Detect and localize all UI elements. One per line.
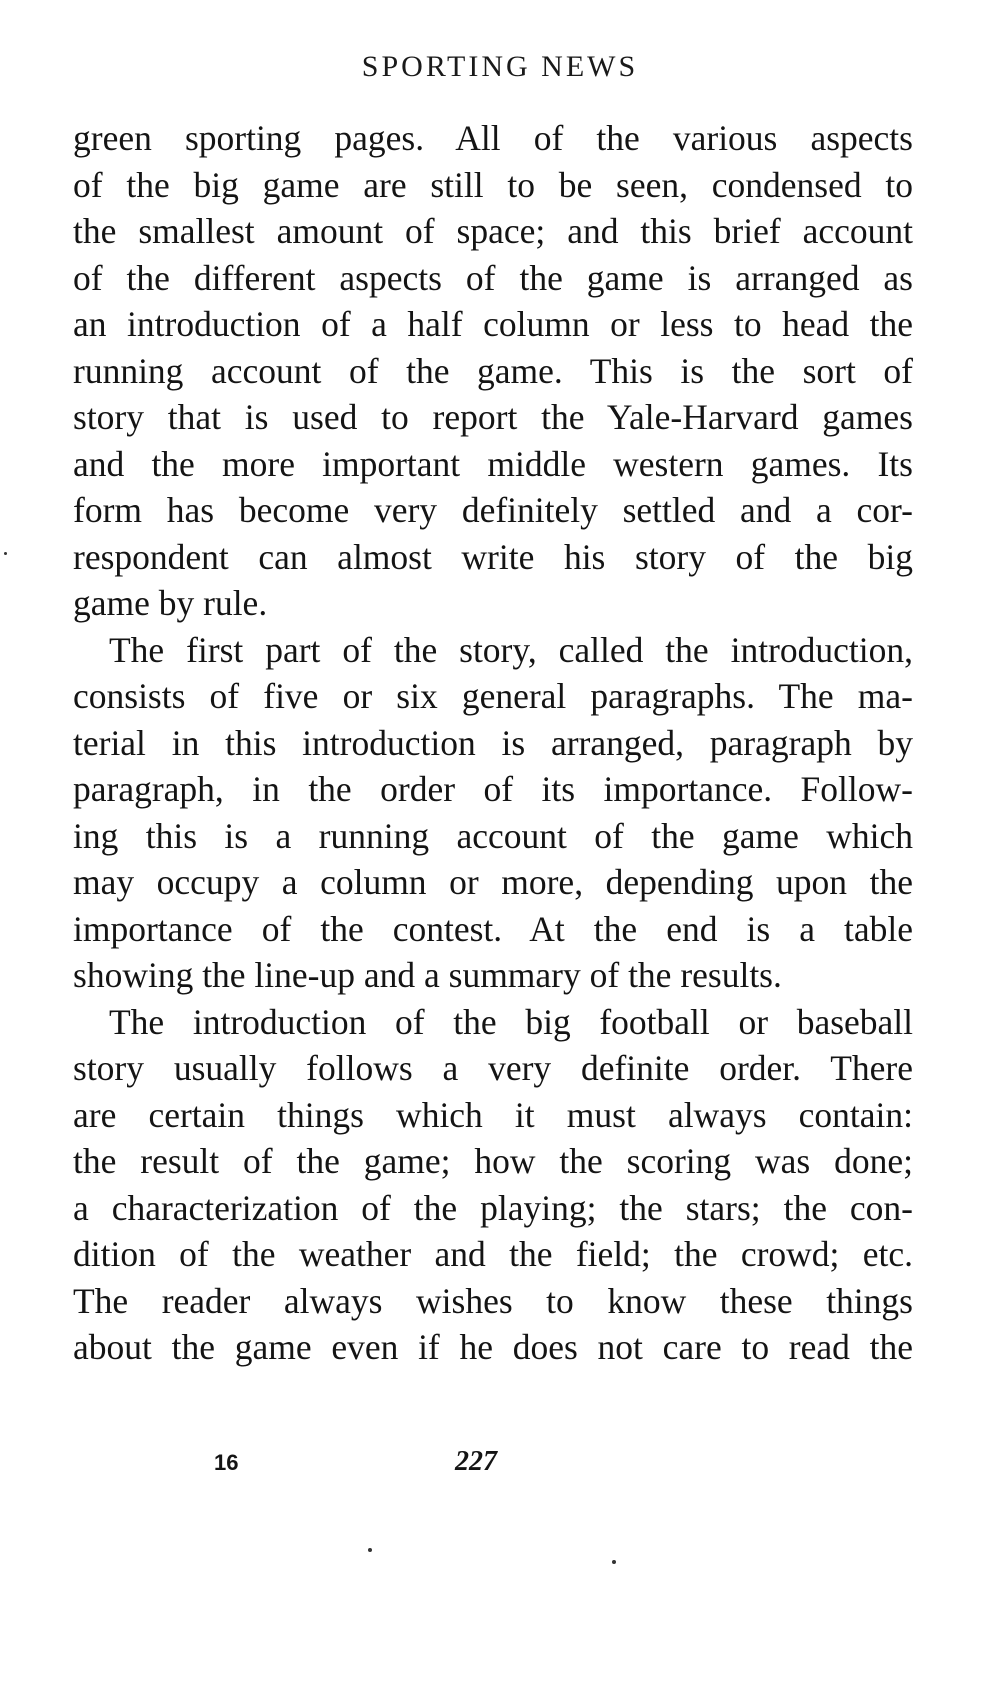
- text-line: The first part of the story, called the introduction,: [109, 629, 913, 670]
- text-line: the smallest amount of space; and this brief account: [73, 211, 913, 251]
- text-line: terial in this introduction is arranged, paragraph by: [73, 722, 913, 763]
- text-line: consists of five or six general paragraphs. The ma-: [73, 676, 913, 716]
- text-line: running account of the game. This is the sort of: [73, 350, 913, 391]
- text-line: story usually follows a very definite order. There: [73, 1048, 913, 1088]
- text-line: the result of the game; how the scoring was done;: [73, 1141, 913, 1181]
- page-footer: [0, 1446, 1000, 1486]
- paragraph: [73, 115, 913, 627]
- text-line: paragraph, in the order of its importance. Follow-: [73, 769, 913, 809]
- ink-speck: [368, 1548, 372, 1552]
- text-line: about the game even if he does not care to read the: [73, 1327, 913, 1367]
- text-line: The reader always wishes to know these things: [73, 1280, 913, 1321]
- text-line: The introduction of the big football or baseball: [109, 1001, 913, 1042]
- ink-speck: [612, 1560, 616, 1564]
- text-line: may occupy a column or more, depending upon the: [73, 862, 913, 902]
- text-line: are certain things which it must always contain:: [73, 1094, 913, 1135]
- text-line: story that is used to report the Yale-Harvard games: [73, 397, 913, 437]
- text-line: green sporting pages. All of the various aspects: [73, 118, 913, 158]
- text-line: of the big game are still to be seen, condensed to: [73, 164, 913, 205]
- text-line: ing this is a running account of the game which: [73, 815, 913, 856]
- paragraph: [73, 627, 913, 999]
- running-head: SPORTING NEWS: [361, 50, 639, 83]
- page-number: 227: [455, 1446, 497, 1477]
- text-line: game by rule.: [73, 583, 268, 623]
- text-line: dition of the weather and the field; the crowd; etc.: [73, 1234, 913, 1274]
- text-line: of the different aspects of the game is arranged as: [73, 257, 913, 298]
- text-line: showing the line-up and a summary of the results.: [73, 955, 782, 995]
- text-line: an introduction of a half column or less to head the: [73, 304, 913, 344]
- paragraph: [73, 999, 913, 1371]
- signature-mark: 16: [214, 1450, 239, 1475]
- text-line: and the more important middle western games. Its: [73, 443, 913, 484]
- body-text: [73, 115, 913, 1371]
- text-line: a characterization of the playing; the stars; the con-: [73, 1187, 913, 1228]
- ink-speck: [4, 552, 7, 555]
- text-line: respondent can almost write his story of the big: [73, 536, 913, 577]
- text-line: form has become very definitely settled and a cor-: [73, 490, 913, 530]
- text-line: importance of the contest. At the end is a table: [73, 908, 913, 949]
